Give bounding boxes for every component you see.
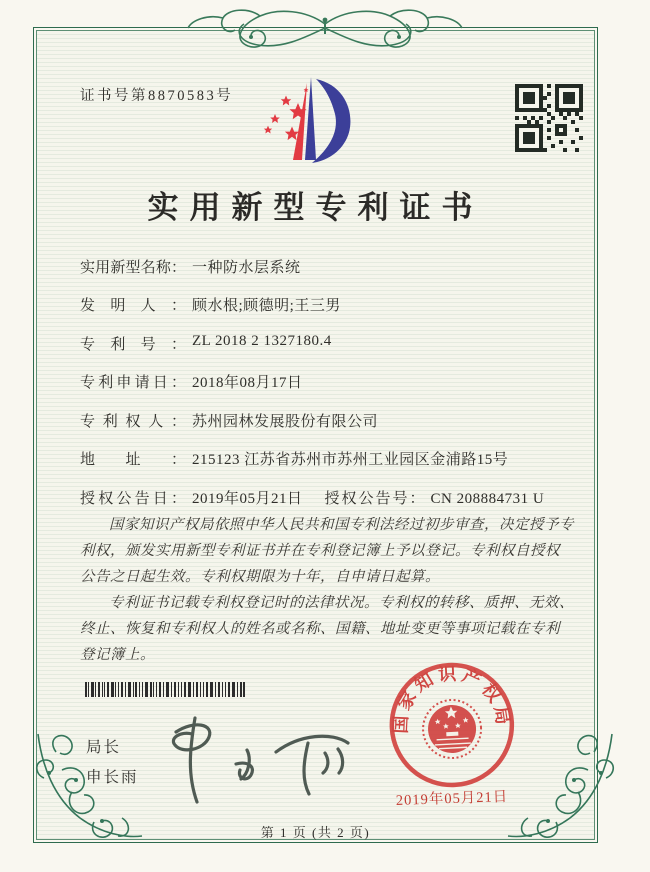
field-value: 一种防水层系统: [192, 260, 301, 276]
field-value: ZL 2018 2 1327180.4: [192, 333, 332, 349]
certificate-title: 实用新型专利证书: [147, 190, 484, 225]
field-label: 发明人：: [80, 298, 186, 314]
field-value: 苏州园林发展股份有限公司: [192, 414, 379, 430]
agency-seal: [372, 649, 532, 807]
director-signature: [150, 712, 360, 807]
director-name: 申长雨: [86, 769, 139, 786]
qr-code: [515, 84, 583, 152]
field-value: 2018年08月17日: [192, 375, 303, 391]
field-utility-name: [80, 256, 580, 277]
field-value: 2019年05月21日: [192, 491, 303, 507]
barcode: [85, 682, 245, 697]
field-address: [80, 448, 580, 469]
field-label: 专利权人：: [80, 414, 186, 430]
field-label: 地址：: [80, 452, 186, 468]
director-title: 局长: [86, 739, 122, 756]
legal-text: [80, 512, 574, 668]
field-label: 授权公告日：: [80, 491, 186, 507]
field-filing-date: [80, 371, 580, 392]
field-label: 专利申请日：: [80, 375, 186, 391]
cnipa-logo: [250, 76, 362, 170]
field-label: 专利号：: [80, 337, 186, 353]
field-patent-number: [80, 333, 580, 354]
certificate-number: 证书号第8870583号: [80, 88, 234, 104]
field-patentee: [80, 410, 580, 431]
page-footer: 第 1 页 (共 2 页): [260, 825, 371, 840]
field-inventors: [80, 294, 580, 315]
field-grant-row: [80, 487, 580, 508]
field-value: CN 208884731 U: [430, 491, 545, 507]
director-block: [86, 735, 139, 795]
legal-paragraph-2: 专利证书记载专利权登记时的法律状况。专利权的转移、质押、无效、终止、恢复和专利权人的姓名或名称、国籍、地址变更等事项记载在专利登记簿上。: [80, 595, 574, 663]
seal-agency-text: 国家知识产权局: [390, 663, 514, 735]
legal-paragraph-1: 国家知识产权局依照中华人民共和国专利法经过初步审查，决定授予专利权，颁发实用新型专利证书并在专利登记簿上予以登记。专利权自授权公告之日起生效。专利权期限为十年，自申请日起算。: [80, 517, 574, 585]
field-label: 授权公告号：: [324, 491, 425, 507]
seal-date: 2019年05月21日: [395, 789, 509, 809]
top-flourish-ornament: [178, 4, 472, 56]
field-label: 实用新型名称：: [80, 260, 186, 276]
field-value: 215123 江苏省苏州市苏州工业园区金浦路15号: [192, 452, 509, 468]
field-value: 顾水根;顾德明;王三男: [192, 298, 341, 314]
